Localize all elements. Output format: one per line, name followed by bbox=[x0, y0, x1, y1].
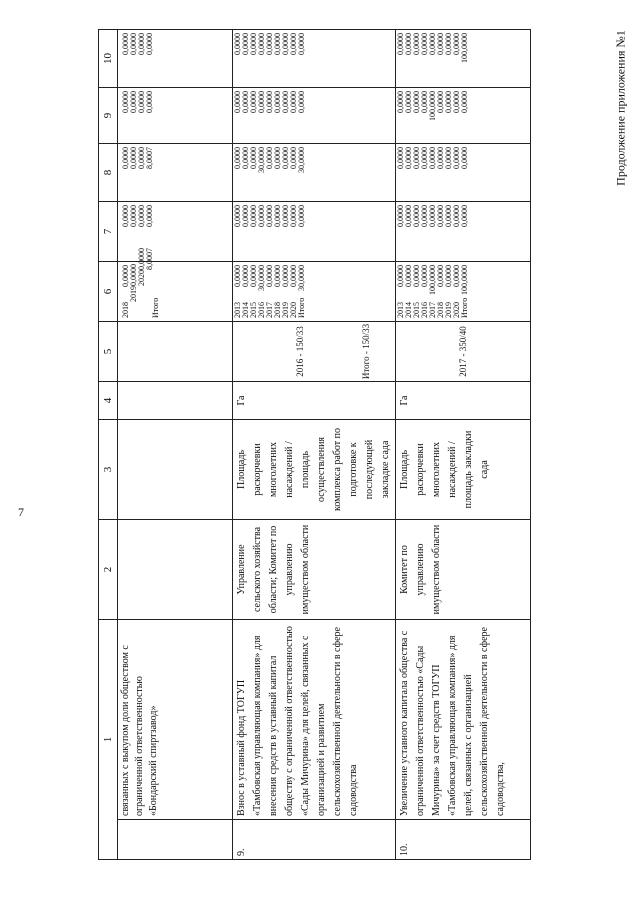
year-label: 2014 bbox=[241, 302, 250, 318]
header-cell-3: 3 bbox=[99, 420, 118, 520]
executor: Комитет по управлению имуществом области bbox=[396, 520, 531, 620]
value-line: 0,0000 bbox=[129, 205, 138, 227]
value-line: 0,0000 bbox=[281, 205, 290, 227]
value-line: 0,0000 bbox=[241, 33, 250, 55]
value-line: 0,0000 bbox=[265, 33, 274, 55]
value-line: 0,0000 bbox=[428, 33, 437, 55]
value-line: 0,0000 bbox=[249, 33, 258, 55]
col9 bbox=[233, 88, 396, 144]
year-label: 2014 bbox=[404, 302, 413, 318]
page-caption: Продолжение приложения №1 bbox=[613, 30, 628, 186]
value-line: 0,0000 bbox=[396, 147, 405, 169]
col10 bbox=[233, 30, 396, 88]
value-line: 0,0000 bbox=[297, 205, 306, 227]
col8 bbox=[118, 144, 233, 202]
value-text: 0,0000 bbox=[404, 265, 413, 287]
value-line: 0,0000 bbox=[412, 147, 421, 169]
value-line: 0,0000 bbox=[297, 91, 306, 113]
col6 bbox=[233, 262, 396, 322]
value-line: 0,0000 bbox=[129, 147, 138, 169]
value-text: 0,0000 bbox=[121, 265, 130, 287]
year-label: 2013 bbox=[233, 302, 242, 318]
value-line: 0,0000 bbox=[257, 91, 266, 113]
value-line: 0,0000 bbox=[289, 147, 298, 169]
year-label: 2018 bbox=[436, 302, 445, 318]
value-line: 0,0000 bbox=[129, 33, 138, 55]
value-line: 0,0000 bbox=[452, 91, 461, 113]
header-cell-8: 8 bbox=[99, 144, 118, 202]
value-line bbox=[461, 265, 469, 318]
value-text: 30,0000 bbox=[297, 265, 306, 291]
placement-cell bbox=[396, 322, 531, 382]
value-line: 0,0000 bbox=[249, 147, 258, 169]
value-line: 100,0000 bbox=[460, 33, 469, 63]
unit: Га bbox=[396, 382, 531, 420]
year-label: 2019 bbox=[129, 286, 138, 302]
value-text: 0,0000 bbox=[412, 265, 421, 287]
value-line: 0,0000 bbox=[444, 33, 453, 55]
placement-year: 2017 - 350/40 bbox=[458, 326, 468, 377]
executor: Управление сельского хозяйства области; Комитет по управлению имуществом области bbox=[233, 520, 396, 620]
year-label: 2019 bbox=[444, 302, 453, 318]
row-number: 10. bbox=[396, 820, 531, 860]
year-label: 2020 bbox=[452, 302, 461, 318]
col6 bbox=[118, 248, 233, 322]
col10 bbox=[396, 30, 531, 88]
value-line: 0,0000 bbox=[444, 91, 453, 113]
value-line: 0,0000 bbox=[460, 147, 469, 169]
value-text: 0,0000 bbox=[289, 265, 298, 287]
col7 bbox=[396, 202, 531, 262]
value-text: 0,0000 bbox=[241, 265, 250, 287]
year-label: 2017 bbox=[265, 302, 274, 318]
year-label: 2020 bbox=[137, 270, 146, 286]
row-number bbox=[118, 820, 233, 860]
value-text: 0,0000 bbox=[396, 265, 405, 287]
value-line: 0,0000 bbox=[137, 147, 146, 169]
value-line: 0,0000 bbox=[420, 33, 429, 55]
value-line: 0,0000 bbox=[452, 33, 461, 55]
placement-cell bbox=[118, 322, 233, 382]
value-line: 0,0000 bbox=[412, 91, 421, 113]
value-line: 0,0000 bbox=[452, 205, 461, 227]
value-line: 0,0000 bbox=[297, 33, 306, 55]
indicator bbox=[118, 420, 233, 520]
value-line: 0,0000 bbox=[281, 91, 290, 113]
value-text: 0,0000 bbox=[265, 265, 274, 287]
header-cell-4: 4 bbox=[99, 382, 118, 420]
value-line: 0,0000 bbox=[265, 205, 274, 227]
value-line: 0,0000 bbox=[420, 205, 429, 227]
value-line: 0,0000 bbox=[145, 205, 154, 227]
year-label: 2016 bbox=[420, 302, 429, 318]
indicator: Площадь раскорчевки многолетних насаждений / площадь закладки сада bbox=[396, 420, 531, 520]
header-cell-5: 5 bbox=[99, 322, 118, 382]
value-line: 0,0000 bbox=[412, 205, 421, 227]
value-text: 100,0000 bbox=[460, 265, 469, 295]
year-label: 2015 bbox=[412, 302, 421, 318]
value-line: 0,0000 bbox=[281, 147, 290, 169]
table-row bbox=[396, 30, 531, 860]
year-label: 2020 bbox=[289, 302, 298, 318]
year-label: 2019 bbox=[281, 302, 290, 318]
value-line: 0,0000 bbox=[420, 147, 429, 169]
header-cell-1: 1 bbox=[99, 620, 118, 860]
value-line: 30,0000 bbox=[257, 147, 266, 173]
value-line: 0,0000 bbox=[121, 205, 130, 227]
value-line: 0,0000 bbox=[436, 205, 445, 227]
value-line: 0,0000 bbox=[396, 205, 405, 227]
value-line: 0,0000 bbox=[404, 91, 413, 113]
value-text: 0,0000 bbox=[233, 265, 242, 287]
col7 bbox=[233, 202, 396, 262]
value-line: 0,0000 bbox=[436, 91, 445, 113]
value-line: 100,0000 bbox=[428, 91, 437, 121]
value-line: 0,0000 bbox=[404, 205, 413, 227]
value-line: 0,0000 bbox=[289, 33, 298, 55]
col9 bbox=[396, 88, 531, 144]
header-cell-9: 9 bbox=[99, 88, 118, 144]
value-line: 0,0000 bbox=[404, 33, 413, 55]
placement-year: 2016 - 150/33 bbox=[295, 326, 305, 377]
value-line: 0,0000 bbox=[241, 147, 250, 169]
value-line: 0,0000 bbox=[273, 147, 282, 169]
budget-table bbox=[98, 29, 531, 860]
value-line: 0,0000 bbox=[404, 147, 413, 169]
value-line: 0,0000 bbox=[257, 33, 266, 55]
year-label: 2018 bbox=[121, 302, 130, 318]
value-line: 0,0000 bbox=[396, 91, 405, 113]
value-line: 0,0000 bbox=[233, 33, 242, 55]
value-line: 0,0000 bbox=[241, 205, 250, 227]
value-line: 0,0000 bbox=[428, 205, 437, 227]
unit bbox=[118, 382, 233, 420]
value-text: 0,0000 bbox=[137, 248, 146, 270]
value-text: 8,0007 bbox=[145, 248, 154, 270]
year-label: 2017 bbox=[428, 302, 437, 318]
value-line: 0,0000 bbox=[412, 33, 421, 55]
row-number: 9. bbox=[233, 820, 396, 860]
value-text: 0,0000 bbox=[420, 265, 429, 287]
value-line: 0,0000 bbox=[233, 205, 242, 227]
col8 bbox=[396, 144, 531, 202]
page-number: 7 bbox=[18, 505, 24, 519]
col9 bbox=[118, 88, 233, 144]
value-line: 0,0000 bbox=[460, 205, 469, 227]
value-text: 0,0000 bbox=[249, 265, 258, 287]
header-cell-10: 10 bbox=[99, 30, 118, 88]
value-line: 0,0000 bbox=[428, 147, 437, 169]
value-text: 30,0000 bbox=[257, 265, 266, 291]
value-line: 0,0000 bbox=[273, 205, 282, 227]
value-line: 0,0000 bbox=[121, 91, 130, 113]
placement-total: Итого - 150/33 bbox=[361, 323, 371, 380]
value-line: 0,0000 bbox=[145, 91, 154, 113]
value-line: 0,0000 bbox=[241, 91, 250, 113]
value-line: 0,0000 bbox=[137, 205, 146, 227]
unit: Га bbox=[233, 382, 396, 420]
value-text: 0,0000 bbox=[129, 264, 138, 286]
year-label: 2013 bbox=[396, 302, 405, 318]
value-line: 0,0000 bbox=[265, 147, 274, 169]
value-line: 0,0000 bbox=[233, 147, 242, 169]
value-text: 0,0000 bbox=[281, 265, 290, 287]
header-cell-2: 2 bbox=[99, 520, 118, 620]
value-line: 0,0000 bbox=[137, 33, 146, 55]
measure-name: Увеличение уставного капитала общества с ограниченной ответственностью «Сады Мичурина» за счет средств ТОГУП «Тамбовская управляющая компания» для целей, связанных с организацией сельскохозяйственной деятельности в сфере садоводства, bbox=[396, 620, 531, 820]
value-line: 0,0000 bbox=[444, 205, 453, 227]
year-label: Итого bbox=[460, 297, 469, 318]
value-line: 0,0000 bbox=[121, 147, 130, 169]
header-cell-7: 7 bbox=[99, 202, 118, 262]
value-line: 0,0000 bbox=[436, 33, 445, 55]
value-line bbox=[298, 265, 306, 318]
year-label: Итого bbox=[297, 297, 306, 318]
col10 bbox=[118, 30, 233, 88]
value-line: 0,0000 bbox=[396, 33, 405, 55]
value-text: 0,0000 bbox=[452, 265, 461, 287]
value-line: 0,0000 bbox=[145, 33, 154, 55]
value-line: 0,0000 bbox=[289, 91, 298, 113]
value-line: 30,0000 bbox=[297, 147, 306, 173]
value-line: 0,0000 bbox=[452, 147, 461, 169]
value-line bbox=[119, 265, 130, 318]
value-line: 0,0000 bbox=[281, 33, 290, 55]
value-text: 0,0000 bbox=[444, 265, 453, 287]
measure-name: связанных с выкупом доли обществом с ограниченной ответственностью «Бондарский спиртзавод» bbox=[118, 620, 233, 820]
value-line: 0,0000 bbox=[436, 147, 445, 169]
value-line: 0,0000 bbox=[121, 33, 130, 55]
placement-cell bbox=[233, 322, 396, 382]
year-label: 2018 bbox=[273, 302, 282, 318]
value-text: 0,0000 bbox=[436, 265, 445, 287]
value-line: 0,0000 bbox=[249, 205, 258, 227]
value-line: 0,0000 bbox=[420, 91, 429, 113]
value-text: 100,0000 bbox=[428, 265, 437, 295]
year-label: Итого bbox=[151, 297, 160, 318]
value-line: 0,0000 bbox=[289, 205, 298, 227]
indicator: Площадь раскорчевки многолетних насаждений / площадь осуществления комплекса работ по подготовке к последующей закладке сада bbox=[233, 420, 396, 520]
value-line: 0,0000 bbox=[444, 147, 453, 169]
col8 bbox=[233, 144, 396, 202]
year-label: 2015 bbox=[249, 302, 258, 318]
value-line: 0,0000 bbox=[273, 91, 282, 113]
value-line: 0,0000 bbox=[265, 91, 274, 113]
value-text: 0,0000 bbox=[273, 265, 282, 287]
header-cell-6: 6 bbox=[99, 262, 118, 322]
value-line: 0,0000 bbox=[273, 33, 282, 55]
page-caption-wrap bbox=[613, 18, 628, 198]
col6 bbox=[396, 262, 531, 322]
value-line: 0,0000 bbox=[460, 91, 469, 113]
rotated-table-wrap bbox=[98, 30, 524, 860]
measure-name: Взнос в уставный фонд ТОГУП «Тамбовская управляющая компания» для внесения средств в уставный капитал обществу с ограниченной ответственностью «Сады Мичурина» для целей, связанных с организацией и развитием сельскохозяйственной деятельности в сфере садоводства bbox=[233, 620, 396, 820]
value-line: 8,0007 bbox=[145, 147, 154, 169]
value-line: 0,0000 bbox=[249, 91, 258, 113]
table-row bbox=[233, 30, 396, 860]
executor bbox=[118, 520, 233, 620]
value-line: 0,0000 bbox=[137, 91, 146, 113]
year-label: 2016 bbox=[257, 302, 266, 318]
value-line: 0,0000 bbox=[257, 205, 266, 227]
value-line: 0,0000 bbox=[233, 91, 242, 113]
value-line: 0,0000 bbox=[129, 91, 138, 113]
table-row bbox=[118, 30, 233, 860]
header-row bbox=[99, 30, 118, 860]
